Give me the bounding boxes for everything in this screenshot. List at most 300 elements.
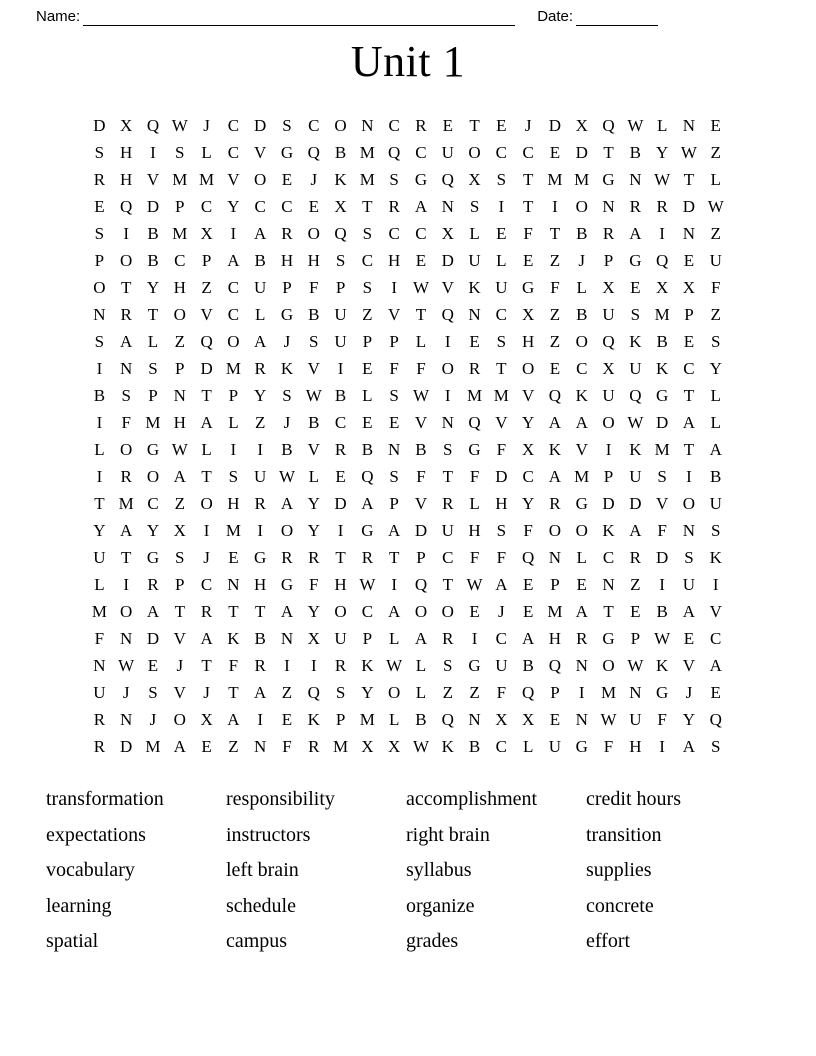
grid-cell[interactable]: A <box>682 737 696 756</box>
grid-cell[interactable]: O <box>441 602 454 621</box>
grid-cell[interactable]: V <box>307 440 320 459</box>
grid-cell[interactable]: G <box>522 278 535 297</box>
grid-cell[interactable]: H <box>280 251 294 270</box>
grid-cell[interactable]: A <box>682 413 696 432</box>
grid-cell[interactable]: F <box>657 710 667 729</box>
name-input-rule[interactable] <box>83 11 515 26</box>
grid-cell[interactable]: L <box>576 278 587 297</box>
grid-cell[interactable]: T <box>442 467 453 486</box>
grid-cell[interactable]: R <box>120 305 132 324</box>
grid-cell[interactable]: D <box>146 197 160 216</box>
grid-cell[interactable]: L <box>415 683 427 702</box>
word-list-item[interactable]: left brain <box>226 859 299 882</box>
grid-cell[interactable]: W <box>412 278 429 297</box>
grid-cell[interactable]: E <box>710 116 721 135</box>
grid-cell[interactable]: G <box>280 143 294 162</box>
grid-cell[interactable]: I <box>123 575 130 594</box>
grid-cell[interactable]: R <box>254 359 266 378</box>
grid-cell[interactable]: A <box>629 224 642 243</box>
grid-cell[interactable]: A <box>254 224 267 243</box>
grid-cell[interactable]: E <box>710 683 721 702</box>
grid-cell[interactable]: E <box>683 251 695 270</box>
grid-cell[interactable]: W <box>305 386 322 405</box>
grid-cell[interactable]: F <box>496 548 507 567</box>
grid-cell[interactable]: Z <box>281 683 293 702</box>
grid-cell[interactable]: R <box>281 548 293 567</box>
grid-cell[interactable]: R <box>93 710 106 729</box>
grid-cell[interactable]: J <box>149 710 157 729</box>
grid-cell[interactable]: W <box>627 413 644 432</box>
grid-cell[interactable]: N <box>254 737 267 756</box>
grid-cell[interactable]: S <box>443 656 453 675</box>
grid-cell[interactable]: P <box>603 467 614 486</box>
grid-cell[interactable]: B <box>93 386 106 405</box>
grid-cell[interactable]: I <box>96 467 103 486</box>
grid-cell[interactable]: E <box>522 251 534 270</box>
grid-cell[interactable]: L <box>201 143 212 162</box>
grid-cell[interactable]: T <box>121 548 132 567</box>
grid-cell[interactable]: P <box>630 629 641 648</box>
grid-cell[interactable]: C <box>227 278 240 297</box>
grid-cell[interactable]: F <box>121 413 131 432</box>
grid-cell[interactable]: I <box>337 359 344 378</box>
grid-cell[interactable]: G <box>280 575 294 594</box>
grid-cell[interactable]: N <box>468 305 481 324</box>
grid-cell[interactable]: M <box>145 413 161 432</box>
grid-cell[interactable]: J <box>524 116 532 135</box>
grid-cell[interactable]: R <box>602 224 615 243</box>
grid-cell[interactable]: N <box>441 413 454 432</box>
grid-cell[interactable]: N <box>548 548 562 567</box>
grid-cell[interactable]: R <box>147 575 159 594</box>
grid-cell[interactable]: Y <box>709 359 722 378</box>
grid-cell[interactable]: B <box>576 224 588 243</box>
grid-cell[interactable]: D <box>200 359 213 378</box>
grid-cell[interactable]: N <box>441 197 454 216</box>
grid-cell[interactable]: H <box>495 494 508 513</box>
grid-cell[interactable]: H <box>548 629 562 648</box>
grid-cell[interactable]: Y <box>522 413 535 432</box>
grid-cell[interactable]: V <box>495 413 508 432</box>
grid-cell[interactable]: R <box>576 629 588 648</box>
grid-cell[interactable]: A <box>280 602 294 621</box>
grid-cell[interactable]: K <box>655 359 669 378</box>
grid-cell[interactable]: R <box>308 548 320 567</box>
grid-cell[interactable]: W <box>466 575 483 594</box>
grid-cell[interactable]: U <box>709 251 722 270</box>
grid-cell[interactable]: X <box>173 521 186 540</box>
grid-cell[interactable]: V <box>307 359 320 378</box>
grid-cell[interactable]: K <box>629 440 642 459</box>
grid-cell[interactable]: N <box>682 521 696 540</box>
grid-cell[interactable]: Q <box>602 116 615 135</box>
grid-cell[interactable]: Z <box>362 305 373 324</box>
grid-cell[interactable]: E <box>201 737 212 756</box>
grid-cell[interactable]: C <box>200 575 213 594</box>
grid-cell[interactable]: E <box>549 359 561 378</box>
grid-cell[interactable]: W <box>654 170 671 189</box>
grid-cell[interactable]: Q <box>200 332 213 351</box>
grid-cell[interactable]: S <box>282 116 292 135</box>
grid-cell[interactable]: L <box>710 386 721 405</box>
grid-cell[interactable]: S <box>94 143 105 162</box>
grid-cell[interactable]: J <box>283 332 291 351</box>
grid-cell[interactable]: E <box>362 359 373 378</box>
grid-cell[interactable]: D <box>575 143 588 162</box>
grid-cell[interactable]: R <box>334 440 347 459</box>
grid-cell[interactable]: G <box>468 440 481 459</box>
grid-cell[interactable]: N <box>629 170 642 189</box>
grid-cell[interactable]: P <box>603 251 614 270</box>
grid-cell[interactable]: O <box>682 494 696 513</box>
word-list-item[interactable]: instructors <box>226 823 311 846</box>
grid-cell[interactable]: H <box>388 251 401 270</box>
grid-cell[interactable]: T <box>335 548 346 567</box>
grid-cell[interactable]: N <box>575 656 588 675</box>
grid-cell[interactable]: C <box>334 413 347 432</box>
grid-cell[interactable]: L <box>496 251 507 270</box>
grid-cell[interactable]: R <box>388 197 400 216</box>
grid-cell[interactable]: C <box>281 197 293 216</box>
grid-cell[interactable]: Q <box>414 575 428 594</box>
grid-cell[interactable]: M <box>600 683 617 702</box>
grid-cell[interactable]: C <box>308 116 320 135</box>
grid-cell[interactable]: L <box>94 440 105 459</box>
grid-cell[interactable]: B <box>334 143 347 162</box>
grid-cell[interactable]: H <box>522 332 535 351</box>
grid-cell[interactable]: Q <box>441 305 454 324</box>
grid-cell[interactable]: I <box>552 197 558 216</box>
grid-cell[interactable]: S <box>469 197 480 216</box>
grid-cell[interactable]: A <box>388 521 401 540</box>
grid-cell[interactable]: U <box>254 467 267 486</box>
grid-cell[interactable]: F <box>496 683 507 702</box>
grid-cell[interactable]: Z <box>469 683 480 702</box>
grid-cell[interactable]: S <box>443 440 453 459</box>
grid-cell[interactable]: I <box>471 629 478 648</box>
grid-cell[interactable]: L <box>308 467 319 486</box>
grid-cell[interactable]: A <box>414 629 428 648</box>
grid-cell[interactable]: G <box>629 251 642 270</box>
grid-cell[interactable]: L <box>522 737 534 756</box>
word-list-item[interactable]: responsibility <box>226 788 335 810</box>
grid-cell[interactable]: J <box>685 683 693 702</box>
grid-cell[interactable]: R <box>361 548 374 567</box>
grid-cell[interactable]: F <box>389 359 399 378</box>
grid-cell[interactable]: R <box>93 170 106 189</box>
grid-cell[interactable]: X <box>334 197 347 216</box>
grid-cell[interactable]: B <box>656 332 668 351</box>
grid-cell[interactable]: Q <box>120 197 133 216</box>
grid-cell[interactable]: A <box>414 197 428 216</box>
grid-cell[interactable]: V <box>173 629 186 648</box>
grid-cell[interactable]: G <box>254 548 267 567</box>
grid-cell[interactable]: L <box>94 575 105 594</box>
grid-cell[interactable]: C <box>415 143 427 162</box>
grid-cell[interactable]: Q <box>307 143 320 162</box>
grid-cell[interactable]: O <box>575 197 588 216</box>
grid-cell[interactable]: B <box>254 629 266 648</box>
grid-cell[interactable]: B <box>334 386 347 405</box>
grid-cell[interactable]: N <box>93 656 106 675</box>
grid-cell[interactable]: T <box>683 440 695 459</box>
grid-cell[interactable]: Z <box>442 683 453 702</box>
grid-cell[interactable]: Z <box>549 305 561 324</box>
grid-cell[interactable]: C <box>495 737 508 756</box>
grid-cell[interactable]: M <box>359 170 375 189</box>
grid-cell[interactable]: I <box>257 521 264 540</box>
grid-cell[interactable]: O <box>93 278 106 297</box>
grid-cell[interactable]: O <box>602 413 615 432</box>
grid-cell[interactable]: D <box>254 116 267 135</box>
grid-cell[interactable]: R <box>93 737 106 756</box>
grid-cell[interactable]: O <box>575 332 588 351</box>
grid-cell[interactable]: Y <box>146 278 160 297</box>
grid-cell[interactable]: B <box>415 710 427 729</box>
grid-cell[interactable]: O <box>120 440 133 459</box>
grid-cell[interactable]: M <box>118 494 134 513</box>
grid-cell[interactable]: F <box>416 359 426 378</box>
grid-cell[interactable]: W <box>707 197 724 216</box>
grid-cell[interactable]: V <box>146 170 160 189</box>
grid-cell[interactable]: P <box>94 251 105 270</box>
grid-cell[interactable]: S <box>710 332 721 351</box>
grid-cell[interactable]: P <box>175 359 185 378</box>
grid-cell[interactable]: A <box>388 602 401 621</box>
grid-cell[interactable]: A <box>254 683 267 702</box>
grid-cell[interactable]: U <box>441 521 454 540</box>
grid-cell[interactable]: O <box>120 602 133 621</box>
grid-cell[interactable]: C <box>227 143 240 162</box>
grid-cell[interactable]: H <box>334 575 347 594</box>
grid-cell[interactable]: V <box>441 278 454 297</box>
grid-cell[interactable]: B <box>308 413 320 432</box>
grid-cell[interactable]: N <box>602 575 615 594</box>
grid-cell[interactable]: R <box>254 656 266 675</box>
grid-cell[interactable]: O <box>334 602 347 621</box>
grid-cell[interactable]: N <box>93 305 106 324</box>
grid-cell[interactable]: Z <box>174 494 185 513</box>
grid-cell[interactable]: V <box>414 494 428 513</box>
grid-cell[interactable]: A <box>548 467 562 486</box>
grid-cell[interactable]: B <box>361 440 374 459</box>
grid-cell[interactable]: Q <box>522 683 535 702</box>
grid-cell[interactable]: I <box>96 359 103 378</box>
grid-cell[interactable]: S <box>148 683 158 702</box>
grid-cell[interactable]: E <box>522 575 534 594</box>
grid-cell[interactable]: O <box>602 656 615 675</box>
grid-cell[interactable]: S <box>496 170 507 189</box>
grid-cell[interactable]: S <box>335 683 346 702</box>
grid-cell[interactable]: Z <box>710 143 721 162</box>
word-list-item[interactable]: campus <box>226 930 288 953</box>
grid-cell[interactable]: Y <box>93 521 106 540</box>
grid-cell[interactable]: E <box>549 143 561 162</box>
grid-cell[interactable]: L <box>388 629 400 648</box>
grid-cell[interactable]: V <box>200 305 213 324</box>
grid-cell[interactable]: Y <box>254 386 267 405</box>
grid-cell[interactable]: C <box>495 629 508 648</box>
grid-cell[interactable]: C <box>710 629 722 648</box>
grid-cell[interactable]: J <box>283 413 291 432</box>
grid-cell[interactable]: U <box>602 305 615 324</box>
grid-cell[interactable]: O <box>575 521 588 540</box>
grid-cell[interactable]: O <box>173 305 186 324</box>
grid-cell[interactable]: U <box>334 629 347 648</box>
grid-cell[interactable]: L <box>710 170 721 189</box>
grid-cell[interactable]: J <box>203 683 210 702</box>
grid-cell[interactable]: Y <box>307 602 320 621</box>
grid-cell[interactable]: U <box>602 386 615 405</box>
grid-cell[interactable]: R <box>442 494 454 513</box>
grid-cell[interactable]: P <box>282 278 292 297</box>
grid-cell[interactable]: S <box>228 467 239 486</box>
grid-cell[interactable]: U <box>254 278 267 297</box>
grid-cell[interactable]: K <box>655 656 669 675</box>
grid-cell[interactable]: V <box>709 602 722 621</box>
grid-cell[interactable]: C <box>200 197 213 216</box>
grid-cell[interactable]: T <box>603 602 614 621</box>
grid-cell[interactable]: M <box>333 737 349 756</box>
grid-cell[interactable]: I <box>712 575 719 594</box>
grid-cell[interactable]: T <box>254 602 266 621</box>
grid-cell[interactable]: J <box>176 656 184 675</box>
grid-cell[interactable]: Z <box>710 305 721 324</box>
grid-cell[interactable]: Q <box>361 467 374 486</box>
grid-cell[interactable]: I <box>123 224 130 243</box>
grid-cell[interactable]: Q <box>602 332 615 351</box>
grid-cell[interactable]: C <box>522 143 534 162</box>
grid-cell[interactable]: T <box>121 278 132 297</box>
grid-cell[interactable]: K <box>709 548 722 567</box>
grid-cell[interactable]: S <box>496 332 507 351</box>
grid-cell[interactable]: A <box>120 332 133 351</box>
grid-cell[interactable]: R <box>308 737 320 756</box>
grid-cell[interactable]: M <box>574 467 590 486</box>
grid-cell[interactable]: T <box>549 224 561 243</box>
grid-cell[interactable]: C <box>495 143 508 162</box>
grid-cell[interactable]: E <box>683 629 695 648</box>
grid-cell[interactable]: X <box>495 710 508 729</box>
grid-cell[interactable]: Z <box>254 413 266 432</box>
grid-cell[interactable]: U <box>629 359 642 378</box>
grid-cell[interactable]: O <box>414 602 428 621</box>
grid-cell[interactable]: M <box>547 602 563 621</box>
grid-cell[interactable]: J <box>578 251 586 270</box>
grid-cell[interactable]: S <box>121 386 131 405</box>
grid-cell[interactable]: A <box>227 251 240 270</box>
grid-cell[interactable]: O <box>173 710 186 729</box>
grid-cell[interactable]: H <box>468 521 481 540</box>
grid-cell[interactable]: S <box>389 170 399 189</box>
grid-cell[interactable]: Y <box>655 143 669 162</box>
grid-cell[interactable]: A <box>200 413 213 432</box>
grid-cell[interactable]: R <box>549 494 561 513</box>
grid-cell[interactable]: I <box>605 440 612 459</box>
grid-cell[interactable]: T <box>147 305 159 324</box>
grid-cell[interactable]: P <box>148 386 158 405</box>
grid-cell[interactable]: F <box>309 278 319 297</box>
grid-cell[interactable]: C <box>361 251 374 270</box>
word-list-item[interactable]: organize <box>406 894 475 917</box>
grid-cell[interactable]: R <box>629 197 641 216</box>
grid-cell[interactable]: I <box>337 521 344 540</box>
grid-cell[interactable]: R <box>468 359 481 378</box>
grid-cell[interactable]: X <box>575 116 588 135</box>
grid-cell[interactable]: G <box>655 683 669 702</box>
grid-cell[interactable]: F <box>496 440 507 459</box>
grid-cell[interactable]: X <box>200 224 213 243</box>
grid-cell[interactable]: F <box>469 467 480 486</box>
grid-cell[interactable]: D <box>548 116 562 135</box>
grid-cell[interactable]: B <box>147 224 159 243</box>
grid-cell[interactable]: W <box>600 710 617 729</box>
grid-cell[interactable]: P <box>550 575 560 594</box>
grid-cell[interactable]: Q <box>388 143 401 162</box>
grid-cell[interactable]: Q <box>548 656 562 675</box>
grid-cell[interactable]: I <box>391 575 397 594</box>
grid-cell[interactable]: B <box>522 656 534 675</box>
grid-cell[interactable]: C <box>174 251 186 270</box>
grid-cell[interactable]: U <box>495 278 508 297</box>
grid-cell[interactable]: L <box>147 332 159 351</box>
grid-cell[interactable]: O <box>548 521 562 540</box>
grid-cell[interactable]: Z <box>630 575 641 594</box>
grid-cell[interactable]: R <box>120 467 132 486</box>
grid-cell[interactable]: P <box>362 629 373 648</box>
grid-cell[interactable]: Q <box>441 170 454 189</box>
grid-cell[interactable]: W <box>359 575 376 594</box>
grid-cell[interactable]: P <box>550 683 560 702</box>
grid-cell[interactable]: E <box>228 548 239 567</box>
grid-cell[interactable]: P <box>335 278 346 297</box>
grid-cell[interactable]: S <box>94 332 105 351</box>
grid-cell[interactable]: H <box>173 413 186 432</box>
grid-cell[interactable]: S <box>710 521 721 540</box>
grid-cell[interactable]: H <box>307 251 320 270</box>
grid-cell[interactable]: N <box>227 575 240 594</box>
grid-cell[interactable]: O <box>522 359 535 378</box>
grid-cell[interactable]: S <box>630 305 641 324</box>
grid-cell[interactable]: D <box>334 494 347 513</box>
grid-cell[interactable]: P <box>684 305 694 324</box>
grid-cell[interactable]: Z <box>174 332 185 351</box>
grid-cell[interactable]: N <box>280 629 294 648</box>
grid-cell[interactable]: K <box>548 440 562 459</box>
grid-cell[interactable]: Q <box>629 386 642 405</box>
grid-cell[interactable]: C <box>576 359 588 378</box>
grid-cell[interactable]: Q <box>548 386 562 405</box>
word-list-item[interactable]: learning <box>46 894 112 917</box>
grid-cell[interactable]: E <box>442 116 453 135</box>
word-list-item[interactable]: concrete <box>586 894 654 917</box>
grid-cell[interactable]: X <box>388 737 401 756</box>
grid-cell[interactable]: N <box>575 710 588 729</box>
grid-cell[interactable]: M <box>466 386 483 405</box>
grid-cell[interactable]: C <box>683 359 695 378</box>
grid-cell[interactable]: B <box>656 602 668 621</box>
grid-cell[interactable]: D <box>441 251 454 270</box>
grid-cell[interactable]: S <box>389 386 399 405</box>
date-input-rule[interactable] <box>576 11 658 26</box>
grid-cell[interactable]: T <box>228 602 239 621</box>
grid-cell[interactable]: J <box>498 602 505 621</box>
grid-cell[interactable]: N <box>468 710 481 729</box>
grid-cell[interactable]: K <box>307 710 320 729</box>
grid-cell[interactable]: P <box>362 332 373 351</box>
grid-cell[interactable]: I <box>578 683 585 702</box>
grid-cell[interactable]: D <box>120 737 133 756</box>
